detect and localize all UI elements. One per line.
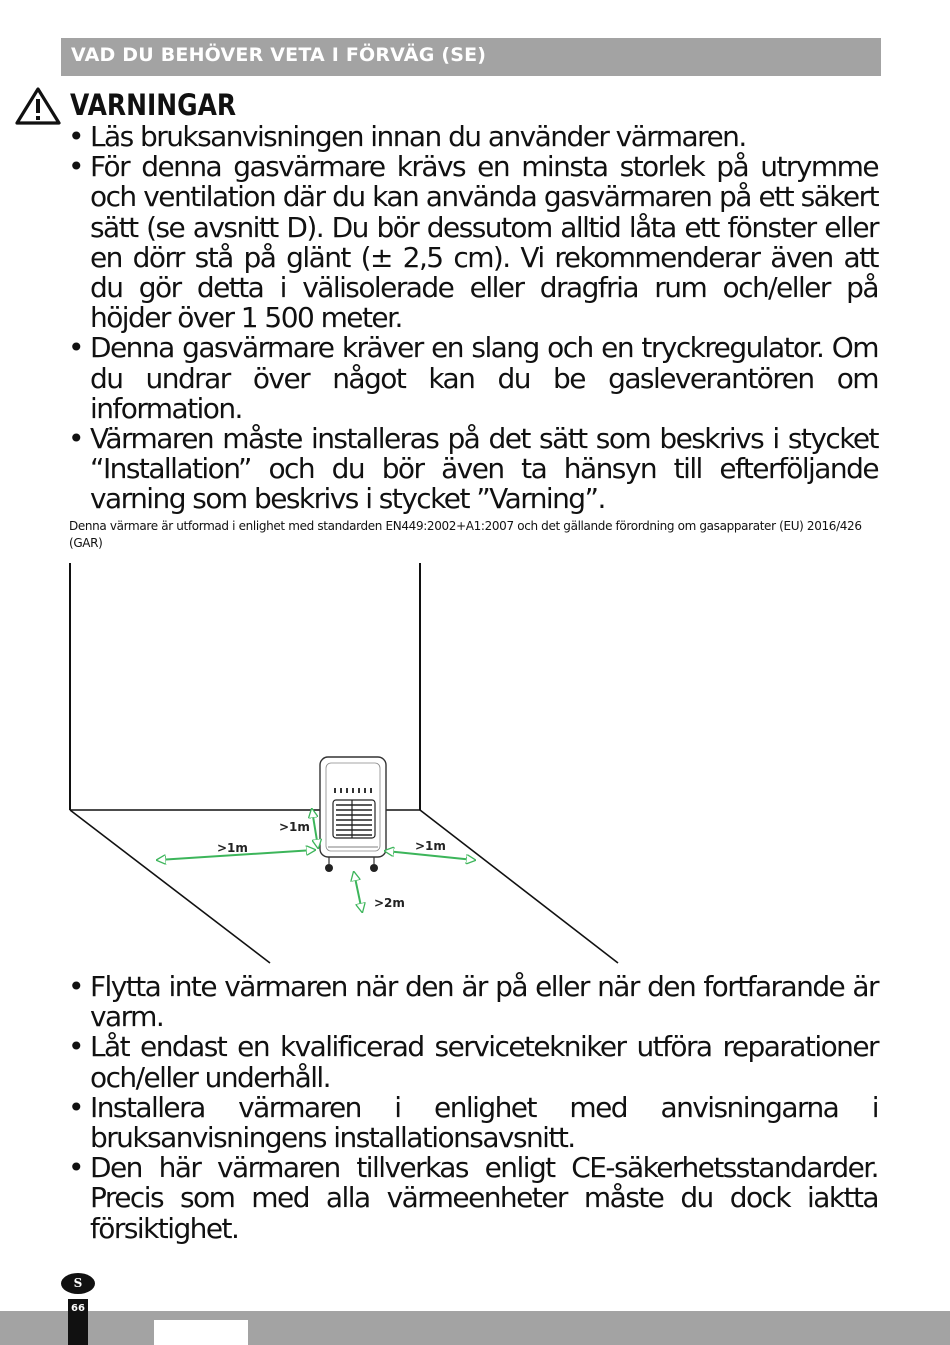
left-clearance-label: >1m bbox=[217, 841, 248, 855]
safety-item: • Den här värmaren tillverkas enligt CE-säkerhetsstandarder. Precis som med alla värmeenheter måste du dock iaktta försiktighet. bbox=[68, 1153, 878, 1244]
safety-item: • Installera värmaren i enlighet med anvisningarna i bruksanvisningens installationsavsnitt. bbox=[68, 1093, 878, 1153]
language-badge: S bbox=[61, 1273, 95, 1294]
footer-tab bbox=[154, 1320, 248, 1345]
safety-item: • Låt endast en kvalificerad servicetekniker utföra reparationer och/eller underhåll. bbox=[68, 1032, 878, 1092]
warning-item: • Denna gasvärmare kräver en slang och en tryckregulator. Om du undrar över något kan du be gasleverantören om information. bbox=[68, 333, 878, 424]
warning-triangle-icon bbox=[14, 86, 62, 126]
front-clearance-label: >2m bbox=[374, 896, 405, 910]
page-number: 66 bbox=[68, 1299, 88, 1345]
top-clearance-label: >1m bbox=[279, 820, 310, 834]
heater-icon bbox=[320, 757, 386, 872]
footer-bar bbox=[0, 1311, 950, 1345]
warning-item: • För denna gasvärmare krävs en minsta storlek på utrymme och ventilation där du kan använda gasvärmaren på ett säkert sätt (se avsnitt D). Du bör dessutom alltid låta ett fönster eller en dörr stå på glänt (± 2,5 cm). Vi rekommenderar även att du gör detta i välisolerade eller dragfria rum och/eller på höjder över 1 500 meter. bbox=[68, 152, 878, 333]
warnings-list bbox=[68, 122, 878, 515]
standard-note: Denna värmare är utformad i enlighet med standarden EN449:2002+A1:2007 och det gällande förordning om gasapparater (EU) 2016/426 (GAR) bbox=[69, 519, 862, 550]
clearance-diagram bbox=[0, 555, 950, 975]
section-header-title: VAD DU BEHÖVER VETA I FÖRVÄG (SE) bbox=[71, 44, 487, 66]
room-illustration bbox=[0, 555, 950, 975]
warning-item: • Läs bruksanvisningen innan du använder värmaren. bbox=[68, 122, 878, 152]
safety-item: • Flytta inte värmaren när den är på eller när den fortfarande är varm. bbox=[68, 972, 878, 1032]
section-header-bar bbox=[61, 38, 881, 76]
right-clearance-label: >1m bbox=[415, 839, 446, 853]
safety-list bbox=[68, 972, 878, 1244]
warnings-title: VARNINGAR bbox=[70, 88, 237, 122]
warning-item: • Värmaren måste installeras på det sätt som beskrivs i stycket “Installation” och du bör även ta hänsyn till efterföljande varning som beskrivs i stycket ”Varning”. bbox=[68, 424, 878, 515]
